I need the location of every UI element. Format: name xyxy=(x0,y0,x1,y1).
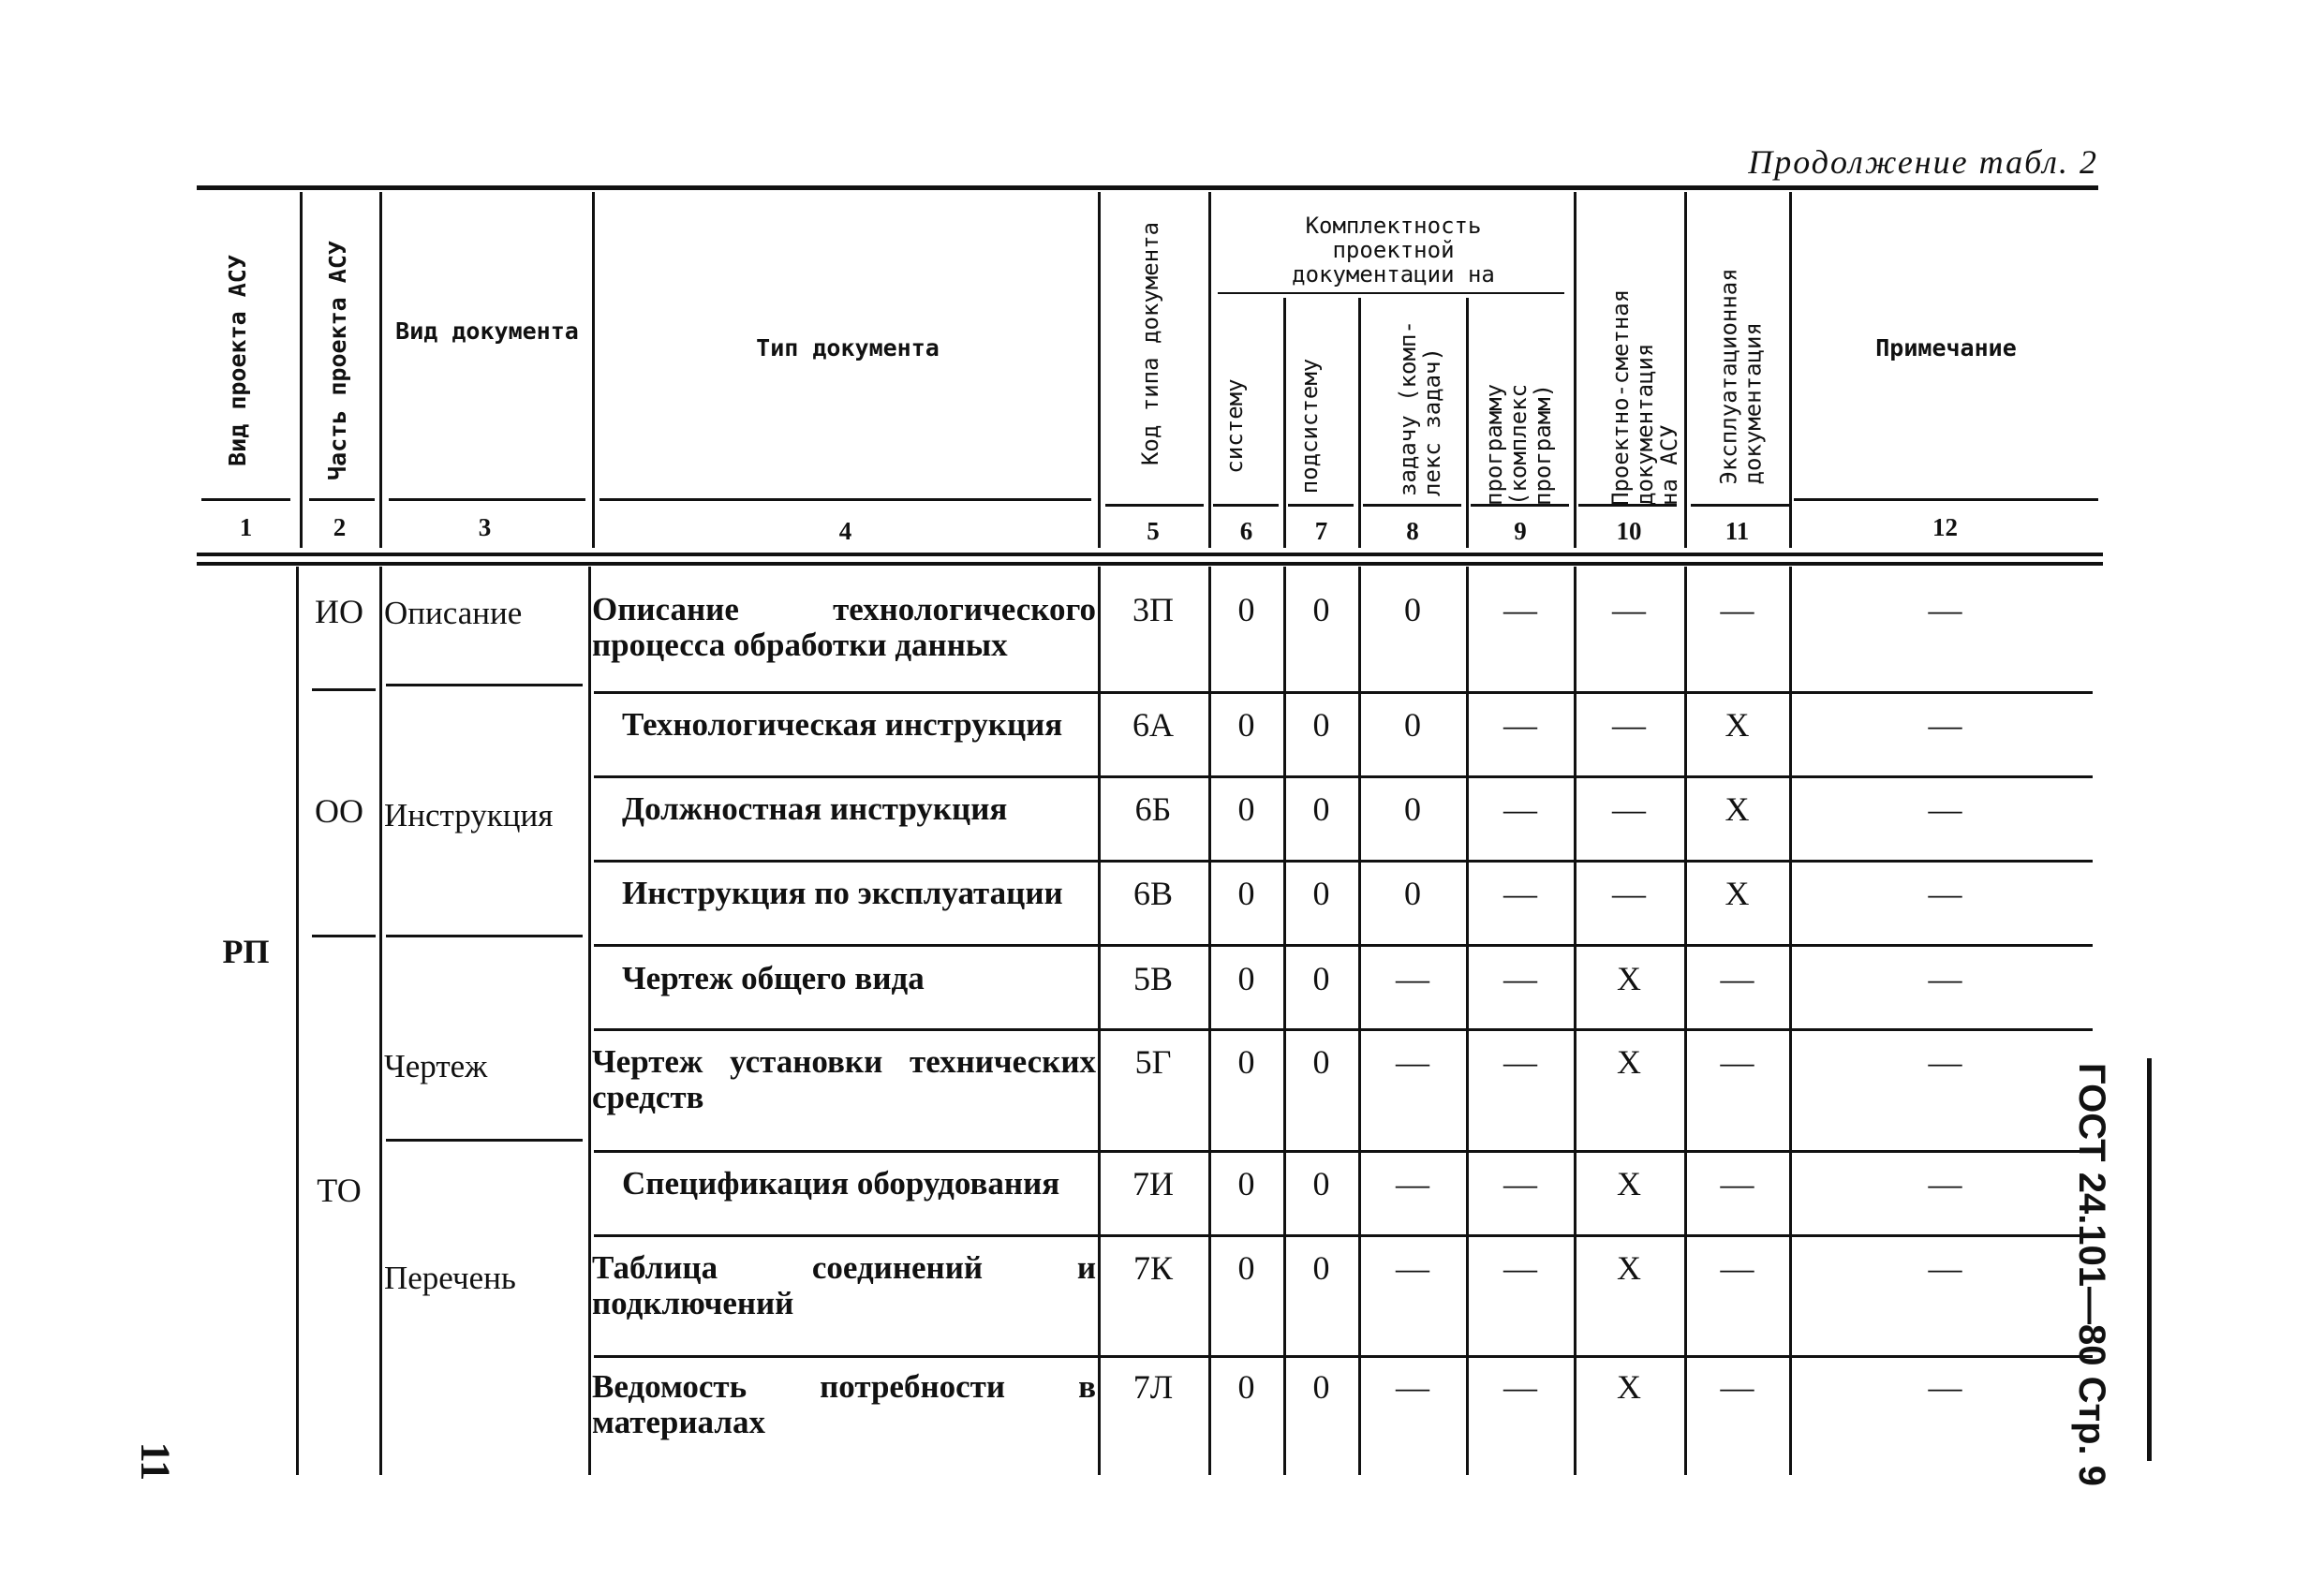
value-cell: 0 xyxy=(1237,960,1255,997)
col-number: 2 xyxy=(333,513,347,541)
value-cell: — xyxy=(1503,1368,1537,1406)
value-cell: 0 xyxy=(1312,1368,1330,1406)
value-cell: X xyxy=(1724,875,1750,912)
doc-code-cell: 3П xyxy=(1132,591,1174,628)
value-cell: — xyxy=(1720,960,1754,997)
col-number: 11 xyxy=(1724,517,1750,545)
value-cell: — xyxy=(1396,1165,1429,1202)
value-cell: — xyxy=(1612,790,1646,828)
value-cell: 0 xyxy=(1404,591,1421,628)
doc-code-cell: 5Г xyxy=(1134,1043,1172,1081)
value-cell: — xyxy=(1720,1249,1754,1287)
header-project-kind: Вид проекта АСУ xyxy=(224,255,251,466)
value-cell: 0 xyxy=(1312,1165,1330,1202)
value-cell: 0 xyxy=(1237,875,1255,912)
value-cell: 0 xyxy=(1312,591,1330,628)
header-doc-type: Тип документа xyxy=(756,334,940,361)
value-cell: — xyxy=(1720,1043,1754,1081)
value-cell: 0 xyxy=(1404,875,1421,912)
col-number: 9 xyxy=(1514,517,1527,545)
project-part-cell: ИО xyxy=(315,593,363,630)
standard-running-title: ГОСТ 24.101—80 Стр. 9 xyxy=(2071,1063,2112,1487)
value-cell: 0 xyxy=(1312,706,1330,744)
header-doc-kind: Вид документа xyxy=(395,317,579,345)
value-cell: 0 xyxy=(1237,1043,1255,1081)
value-cell: X xyxy=(1617,1165,1641,1202)
value-cell: X xyxy=(1724,790,1750,828)
header-completeness-group: Комплектность проектной документации на xyxy=(1292,213,1495,288)
value-cell: — xyxy=(1503,706,1537,744)
value-cell: — xyxy=(1928,790,1962,828)
doc-type-cell: Таблица соединений и подключений xyxy=(592,1249,1096,1321)
doc-kind-cell: Чертеж xyxy=(384,1048,488,1084)
value-cell: 0 xyxy=(1312,1043,1330,1081)
value-cell: — xyxy=(1396,1368,1429,1406)
value-cell: — xyxy=(1503,1043,1537,1081)
col-number: 10 xyxy=(1616,517,1642,545)
value-cell: 0 xyxy=(1404,790,1421,828)
doc-type-cell: Должностная инструкция xyxy=(622,790,1008,827)
value-cell: — xyxy=(1503,875,1537,912)
value-cell: 0 xyxy=(1237,591,1255,628)
value-cell: — xyxy=(1612,591,1646,628)
value-cell: — xyxy=(1612,706,1646,744)
value-cell: — xyxy=(1928,591,1962,628)
doc-kind-cell: Описание xyxy=(384,595,523,631)
col-number: 6 xyxy=(1239,517,1253,545)
header-subsystem: подсистему xyxy=(1296,358,1323,494)
value-cell: — xyxy=(1928,706,1962,744)
doc-type-cell: Спецификация оборудования xyxy=(622,1165,1060,1202)
value-cell: 0 xyxy=(1312,1249,1330,1287)
value-cell: — xyxy=(1720,591,1754,628)
project-part-cell: ТО xyxy=(317,1172,362,1209)
col-number: 3 xyxy=(478,513,492,541)
doc-type-cell: Технологическая инструкция xyxy=(622,706,1063,743)
value-cell: — xyxy=(1396,1249,1429,1287)
doc-type-cell: Инструкция по эксплуатации xyxy=(622,875,1063,911)
value-cell: — xyxy=(1720,1165,1754,1202)
value-cell: — xyxy=(1928,960,1962,997)
header-estimate-docs: Проектно-сметная документация на АСУ xyxy=(1607,288,1682,506)
doc-code-cell: 6А xyxy=(1132,706,1174,744)
project-kind-cell: РП xyxy=(222,933,270,970)
value-cell: X xyxy=(1617,960,1641,997)
doc-type-cell: Ведомость потребности в материалах xyxy=(592,1368,1096,1440)
value-cell: 0 xyxy=(1312,790,1330,828)
header-program: программу (комплекс программ) xyxy=(1481,383,1556,506)
project-part-cell: ОО xyxy=(315,792,363,830)
doc-code-cell: 6Б xyxy=(1134,790,1172,828)
value-cell: — xyxy=(1928,1368,1962,1406)
page-number: 11 xyxy=(132,1441,179,1482)
col-number: 8 xyxy=(1406,517,1419,545)
col-number: 4 xyxy=(838,517,852,545)
doc-type-cell: Описание технологического процесса обработки данных xyxy=(592,591,1096,663)
value-cell: — xyxy=(1503,1249,1537,1287)
running-title-rule xyxy=(2147,1058,2152,1461)
value-cell: — xyxy=(1928,1165,1962,1202)
value-cell: — xyxy=(1928,1043,1962,1081)
value-cell: 0 xyxy=(1237,706,1255,744)
col-number: 5 xyxy=(1147,517,1160,545)
header-project-part: Часть проекта АСУ xyxy=(324,241,351,480)
doc-kind-cell: Перечень xyxy=(384,1260,516,1296)
value-cell: — xyxy=(1503,790,1537,828)
value-cell: — xyxy=(1928,875,1962,912)
table-continuation-caption: Продолжение табл. 2 xyxy=(1748,143,2098,181)
value-cell: X xyxy=(1724,706,1750,744)
doc-code-cell: 6В xyxy=(1132,875,1173,912)
value-cell: — xyxy=(1396,960,1429,997)
value-cell: 0 xyxy=(1237,1249,1255,1287)
doc-kind-cell: Инструкция xyxy=(384,797,554,833)
header-system: систему xyxy=(1221,378,1248,474)
col-number: 7 xyxy=(1314,517,1328,545)
value-cell: — xyxy=(1396,1043,1429,1081)
header-note: Примечание xyxy=(1875,334,2017,361)
value-cell: 0 xyxy=(1312,875,1330,912)
header-operational-docs: Эксплуатационная документация xyxy=(1715,268,1767,485)
value-cell: X xyxy=(1617,1368,1641,1406)
doc-type-cell: Чертеж общего вида xyxy=(622,960,925,996)
value-cell: 0 xyxy=(1237,1368,1255,1406)
doc-code-cell: 7К xyxy=(1132,1249,1173,1287)
value-cell: — xyxy=(1928,1249,1962,1287)
value-cell: — xyxy=(1503,591,1537,628)
header-doc-type-code: Код типа документа xyxy=(1137,221,1163,466)
value-cell: 0 xyxy=(1237,1165,1255,1202)
value-cell: — xyxy=(1720,1368,1754,1406)
value-cell: — xyxy=(1503,1165,1537,1202)
doc-code-cell: 7И xyxy=(1132,1165,1174,1202)
doc-code-cell: 7Л xyxy=(1132,1368,1174,1406)
col-number: 12 xyxy=(1932,513,1958,541)
value-cell: 0 xyxy=(1312,960,1330,997)
value-cell: X xyxy=(1617,1249,1641,1287)
value-cell: — xyxy=(1503,960,1537,997)
value-cell: 0 xyxy=(1404,706,1421,744)
doc-code-cell: 5В xyxy=(1132,960,1173,997)
value-cell: 0 xyxy=(1237,790,1255,828)
doc-type-cell: Чертеж установки технических средств xyxy=(592,1043,1096,1115)
value-cell: — xyxy=(1612,875,1646,912)
value-cell: X xyxy=(1617,1043,1641,1081)
header-task: задачу (комп- лекс задач) xyxy=(1395,320,1445,496)
col-number: 1 xyxy=(239,513,253,541)
